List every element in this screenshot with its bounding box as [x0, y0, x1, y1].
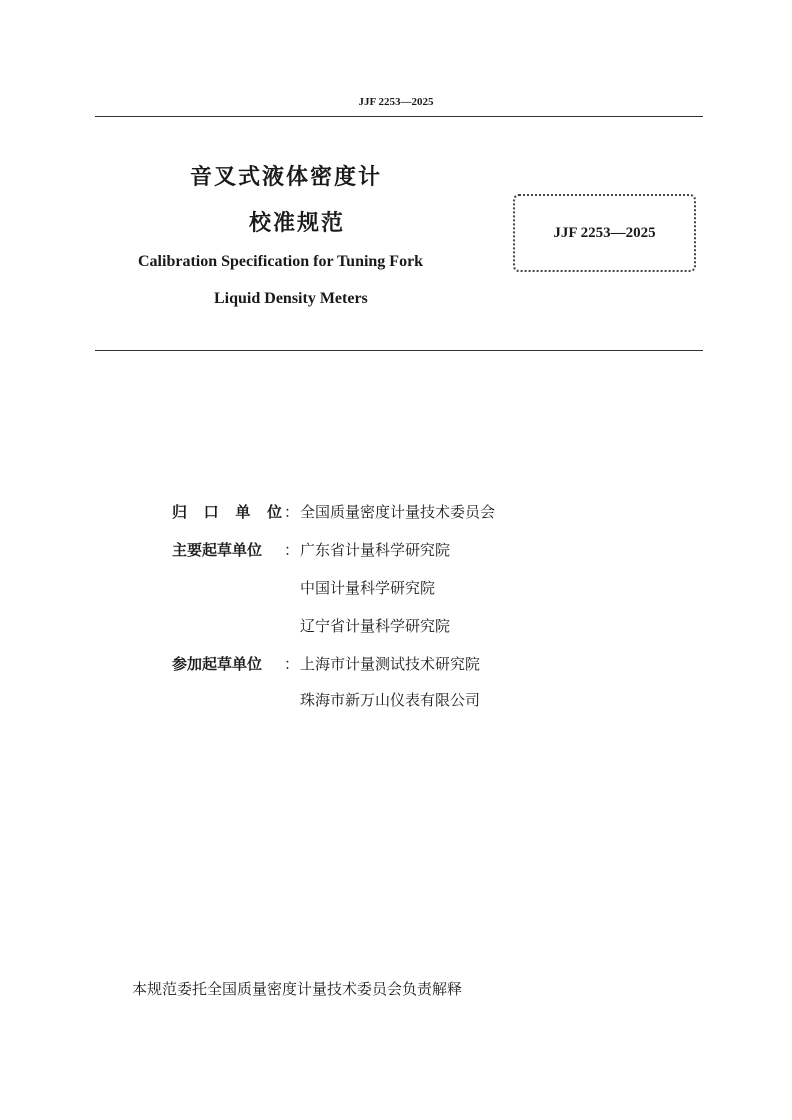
centralized-unit-value: 全国质量密度计量技术委员会	[300, 503, 496, 521]
participating-label: 参加起草单位	[172, 655, 263, 673]
header-standard-code: JJF 2253—2025	[358, 96, 434, 108]
label-char: 口	[203, 503, 219, 521]
participating-value: 珠海市新万山仪表有限公司	[300, 691, 481, 709]
org-row-main-drafting	[0, 539, 792, 563]
label-char: 位	[266, 503, 282, 521]
label-colon: ：	[284, 541, 300, 559]
centralized-unit-label	[172, 501, 296, 522]
org-row-participating	[0, 653, 792, 677]
standard-code-box-text: JJF 2253—2025	[553, 224, 656, 241]
label-colon: ：	[284, 503, 300, 521]
org-row-main-drafting-3	[0, 615, 792, 639]
title-english-line2: Liquid Density Meters	[214, 290, 368, 307]
main-drafting-label: 主要起草单位	[172, 541, 263, 559]
standard-code-box	[513, 194, 696, 272]
title-chinese-line1: 音叉式液体密度计	[190, 165, 383, 190]
org-row-centralized	[0, 501, 792, 525]
header-rule	[95, 116, 703, 117]
title-english-line1: Calibration Specification for Tuning Fork	[138, 253, 424, 270]
section-rule	[95, 350, 703, 351]
main-drafting-value: 辽宁省计量科学研究院	[300, 617, 451, 635]
interpretation-note: 本规范委托全国质量密度计量技术委员会负责解释	[132, 980, 463, 998]
label-char: 归	[172, 503, 188, 521]
label-colon: ：	[284, 655, 300, 673]
main-drafting-value: 中国计量科学研究院	[300, 579, 436, 597]
org-row-participating-2	[0, 689, 792, 713]
participating-value: 上海市计量测试技术研究院	[300, 655, 481, 673]
title-chinese-line2: 校准规范	[249, 211, 346, 236]
org-row-main-drafting-2	[0, 577, 792, 601]
label-char: 单	[235, 503, 251, 521]
main-drafting-value: 广东省计量科学研究院	[300, 541, 451, 559]
